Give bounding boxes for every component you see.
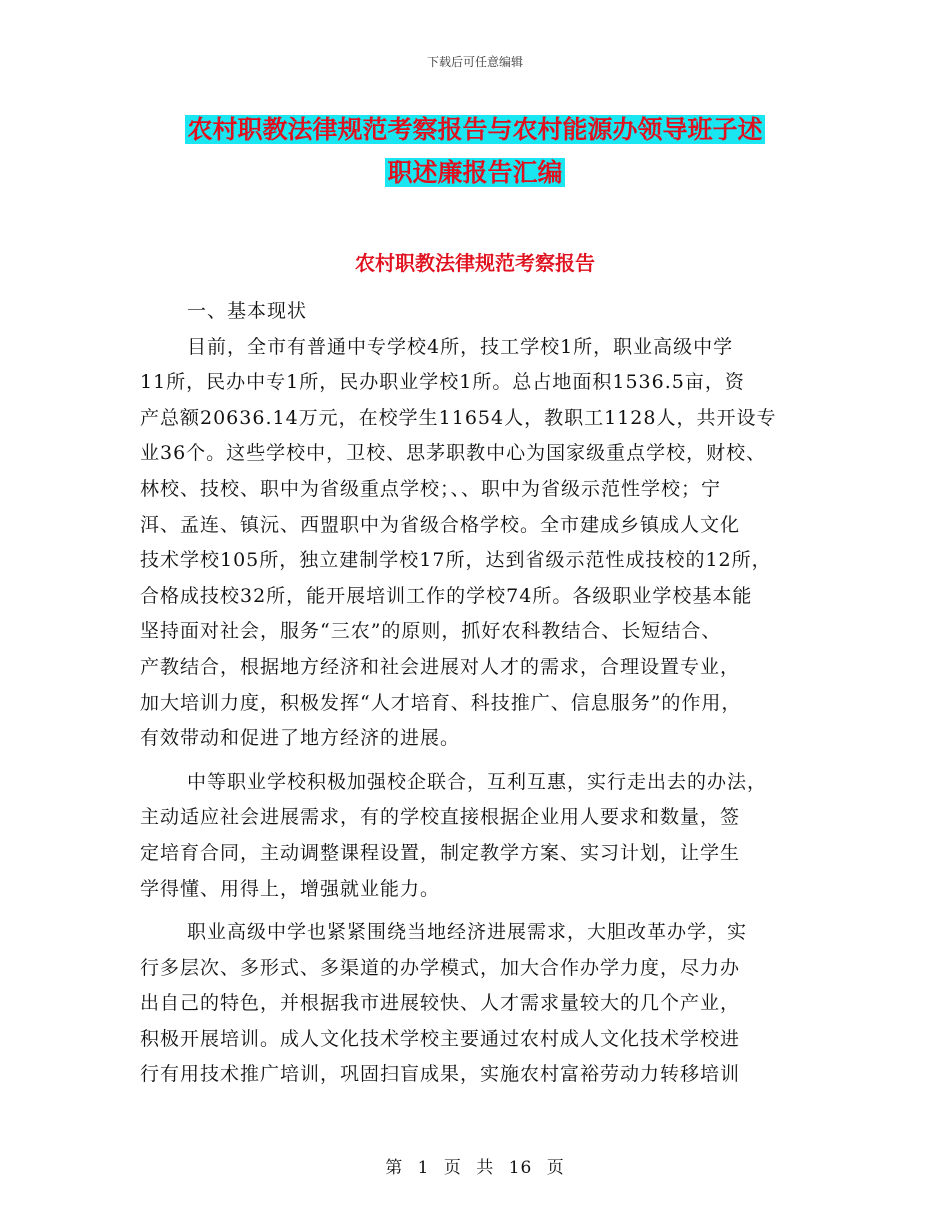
paragraph-3-line: 积极开展培训。成人文化技术学校主要通过农村成人文化技术学校进	[140, 1027, 741, 1050]
footer-gong: 共	[476, 1158, 495, 1178]
paragraph-1-line: 目前，全市有普通中专学校4所，技工学校1所，职业高级中学	[187, 335, 734, 358]
paragraph-1-line: 加大培训力度，积极发挥“人才培育、科技推广、信息服务”的作用，	[140, 691, 742, 714]
paragraph-1-line: 11所，民办中专1所，民办职业学校1所。总占地面积1536.5亩，资	[140, 371, 745, 394]
page-footer	[0, 1153, 950, 1178]
footer-page-number: 1	[417, 1158, 430, 1178]
paragraph-1-line: 坚持面对社会，服务“三农”的原则，抓好农科教结合、长短结合、	[140, 620, 722, 643]
paragraph-1-line: 洱、孟连、镇沅、西盟职中为省级合格学校。全市建成乡镇成人文化	[140, 513, 741, 536]
paragraph-2-line: 学得懂、用得上，增强就业能力。	[140, 877, 441, 900]
paragraph-1-line: 产教结合，根据地方经济和社会进展对人才的需求，合理设置专业，	[140, 655, 741, 678]
paragraph-2-line: 中等职业学校积极加强校企联合，互利互惠，实行走出去的办法，	[187, 770, 768, 793]
document-body	[140, 294, 830, 1093]
header-note: 下载后可任意编辑	[426, 55, 523, 69]
footer-ye-2: 页	[546, 1158, 565, 1178]
paragraph-1-line: 产总额20636.14万元，在校学生11654人，教职工1128人，共开设专	[140, 406, 777, 429]
paragraph-2-line: 定培育合同，主动调整课程设置，制定教学方案、实习计划，让学生	[140, 841, 741, 864]
document-title-line-1: 农村职教法律规范考察报告与农村能源办领导班子述	[187, 115, 763, 144]
paragraph-1-line: 有效带动和促进了地方经济的进展。	[140, 727, 461, 750]
paragraph-1-line: 技术学校105所，独立建制学校17所，达到省级示范性成技校的12所，	[140, 549, 772, 572]
footer-ye: 页	[443, 1158, 462, 1178]
paragraph-3-line: 行有用技术推广培训，巩固扫盲成果，实施农村富裕劳动力转移培训	[140, 1063, 741, 1086]
paragraph-3-line: 行多层次、多形式、多渠道的办学模式，加大合作办学力度，尽力办	[140, 956, 741, 979]
paragraph-2-line: 主动适应社会进展需求，有的学校直接根据企业用人要求和数量，签	[140, 806, 741, 829]
heading-basic-status: 一、基本现状	[187, 300, 308, 322]
section-title: 农村职教法律规范考察报告	[355, 251, 595, 275]
paragraph-1-line: 林校、技校、职中为省级重点学校；、、职中为省级示范性学校；宁	[140, 477, 722, 500]
document-title-line-2: 职述廉报告汇编	[387, 158, 563, 187]
footer-total-pages: 16	[508, 1158, 533, 1178]
paragraph-3-line: 出自己的特色，并根据我市进展较快、人才需求量较大的几个产业，	[140, 992, 741, 1015]
footer-di: 第	[385, 1158, 404, 1178]
paragraph-3-line: 职业高级中学也紧紧围绕当地经济进展需求，大胆改革办学，实	[187, 921, 748, 944]
paragraph-1-line: 合格成技校32所，能开展培训工作的学校74所。各级职业学校基本能	[140, 584, 753, 607]
paragraph-1-line: 业36个。这些学校中，卫校、思茅职教中心为国家级重点学校，财校、	[140, 442, 767, 465]
